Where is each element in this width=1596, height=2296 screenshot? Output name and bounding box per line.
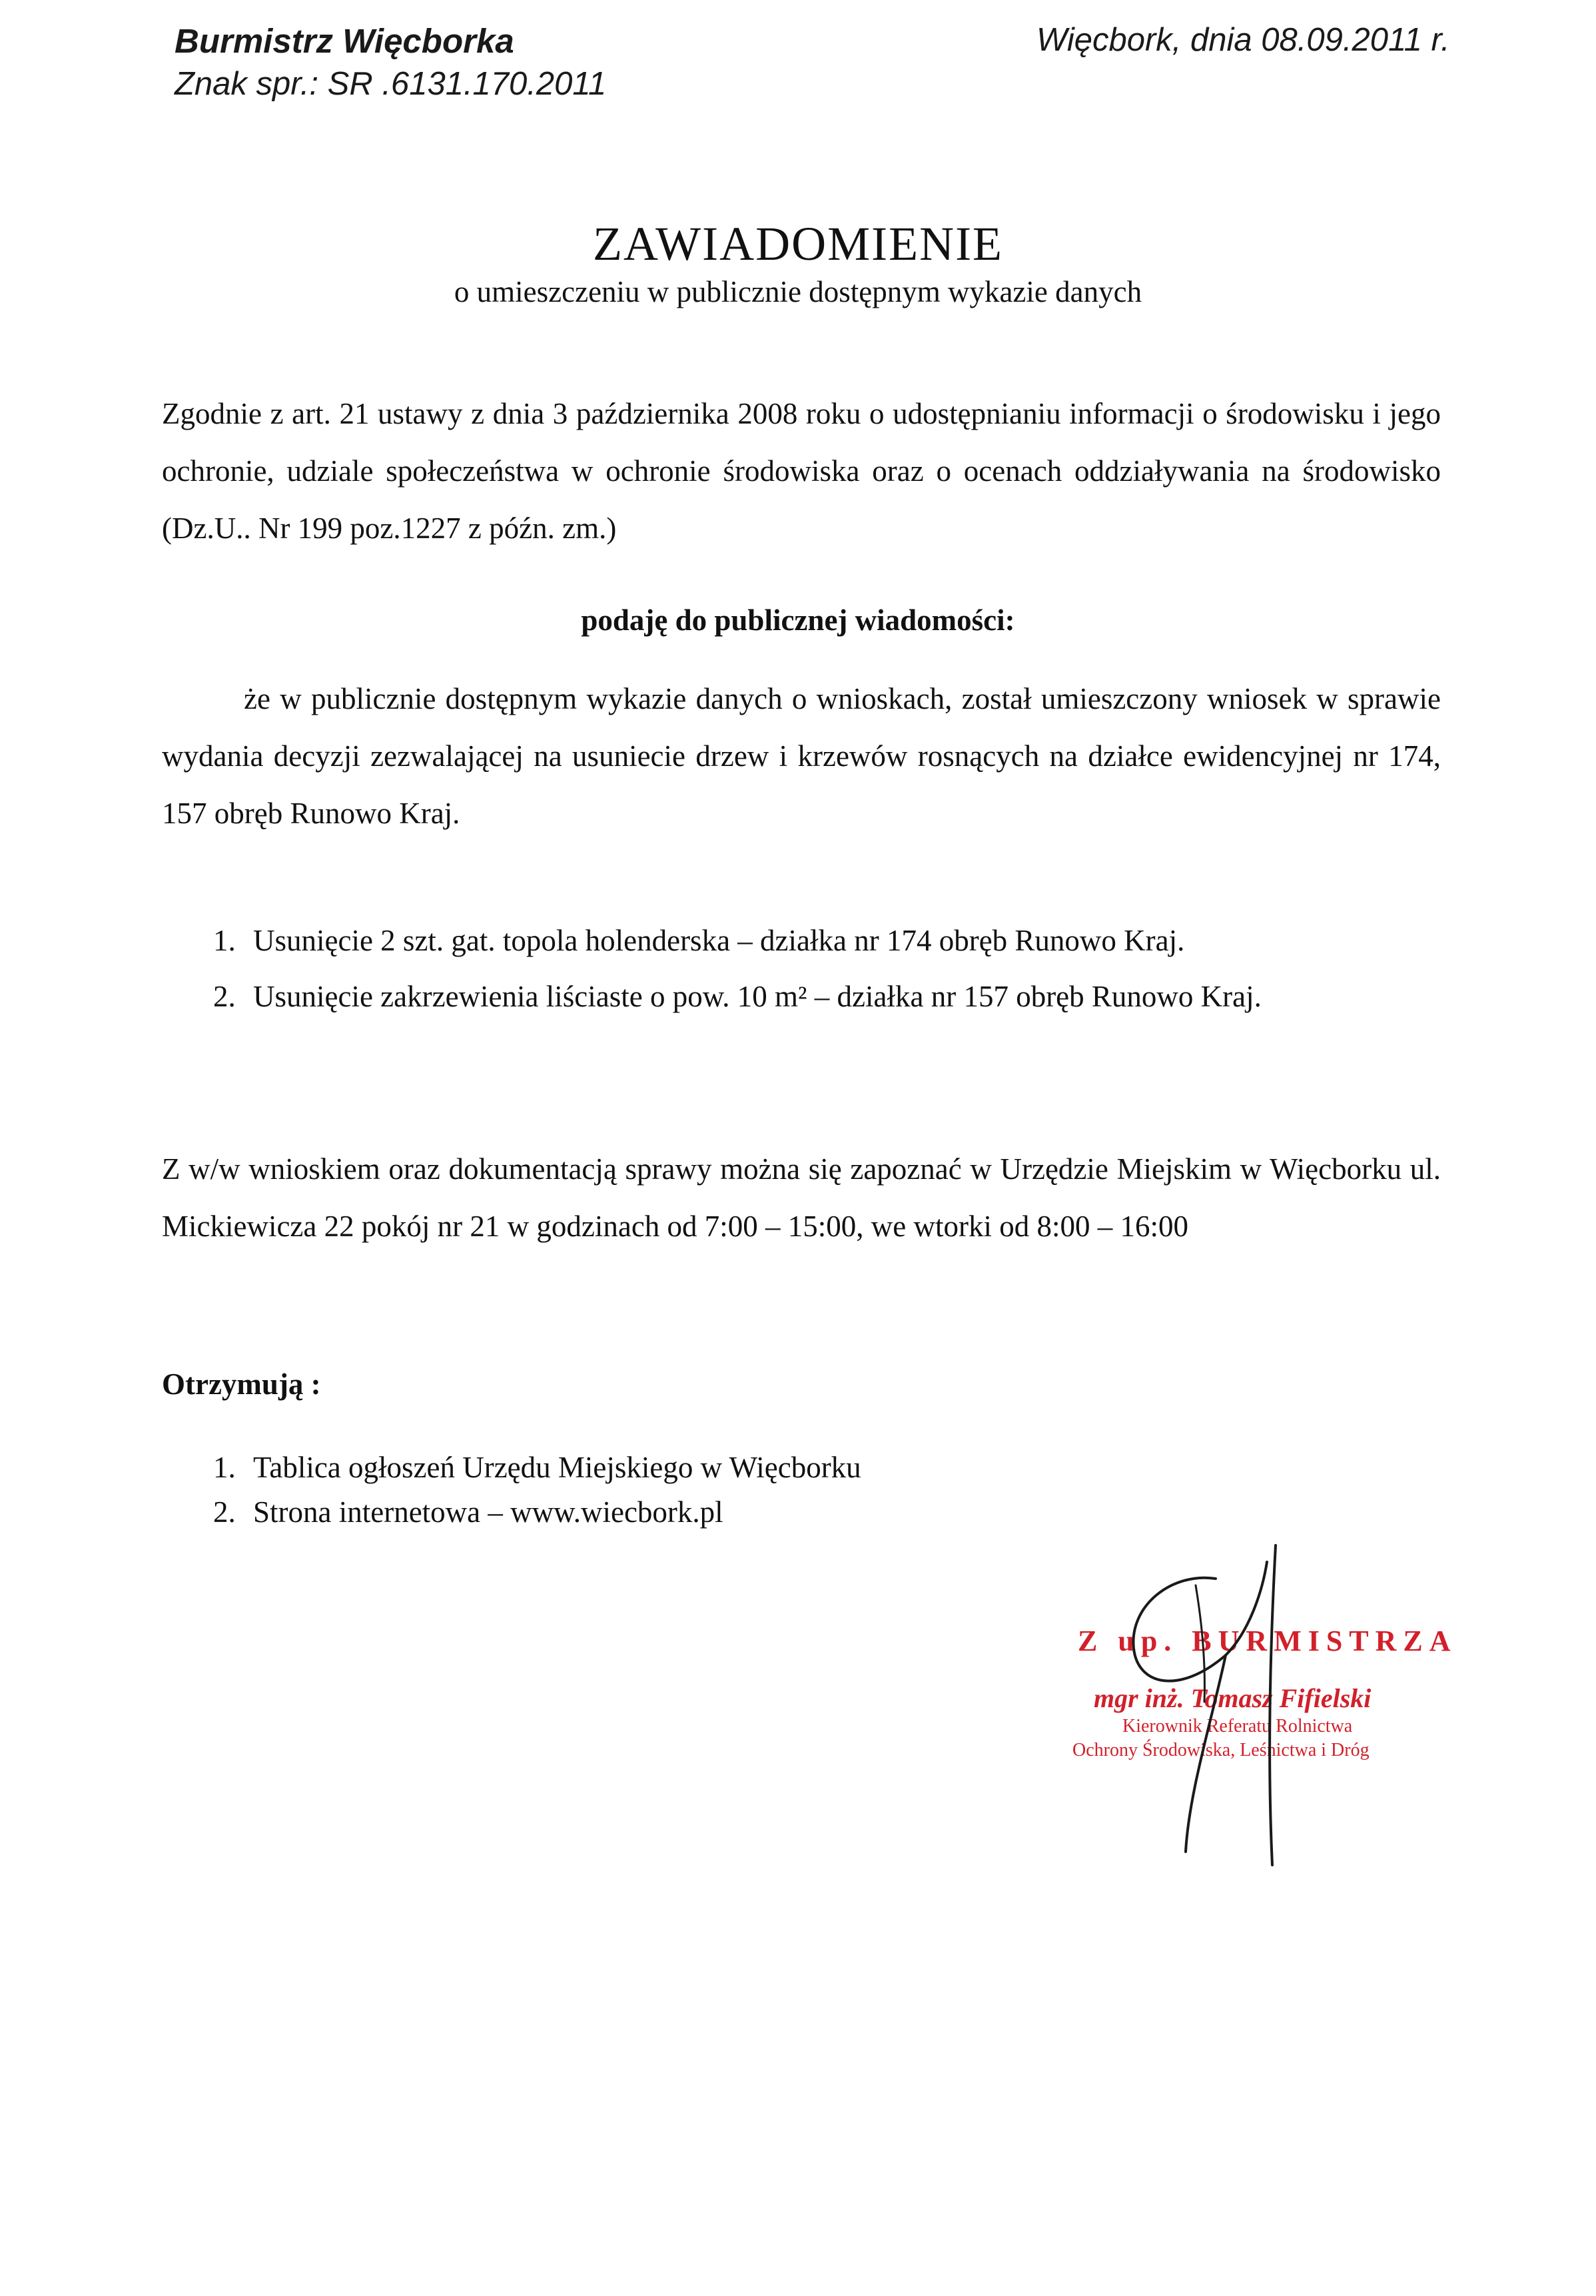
list-item-number: 1. [213, 1451, 236, 1484]
stamp-department-line: Ochrony Środowiska, Leśnictwa i Dróg [1072, 1740, 1370, 1760]
list-item-text: Tablica ogłoszeń Urzędu Miejskiego w Więcborku [253, 1451, 861, 1484]
list-item-number: 2. [213, 980, 236, 1013]
list-item-text: Strona internetowa – www.wiecbork.pl [253, 1495, 723, 1529]
list-item-text: Usunięcie zakrzewienia liściaste o pow. 10 m² – działka nr 157 obręb Runowo Kraj. [253, 980, 1262, 1013]
stamp-name-line: mgr inż. Tomasz Fifielski [1094, 1683, 1372, 1713]
list-item [213, 1490, 861, 1535]
document-title: ZAWIADOMIENIE [592, 217, 1004, 270]
list-item-text: Usunięcie 2 szt. gat. topola holenderska – działka nr 174 obręb Runowo Kraj. [253, 924, 1185, 957]
recipients-heading: Otrzymują : [162, 1367, 321, 1401]
place-and-date: Więcbork, dnia 08.09.2011 r. [1036, 22, 1450, 58]
announcement-line: podaję do publicznej wiadomości: [581, 603, 1015, 637]
issuing-authority: Burmistrz Więcborka [175, 22, 514, 60]
stamp-position-line: Kierownik Referatu Rolnictwa [1122, 1716, 1353, 1736]
recipients-list [213, 1445, 861, 1535]
notice-paragraph: że w publicznie dostępnym wykazie danych o wnioskach, został umieszczony wniosek w sprawie wydania decyzji zezwalającej na usuniecie drzew i krzewów rosnących na działce ewidencyjnej nr 174, 157 obręb Runowo Kraj. [162, 682, 1441, 830]
legal-basis-paragraph: Zgodnie z art. 21 ustawy z dnia 3 października 2008 roku o udostępnianiu informacji o środowisku i jego ochronie, udziale społeczeństwa w ochronie środowiska oraz o ocenach oddziaływania na środowisko (Dz.U.. Nr 199 poz.1227 z późn. zm.) [162, 397, 1441, 545]
list-item-number: 2. [213, 1495, 236, 1529]
document-subtitle: o umieszczeniu w publicznie dostępnym wykazie danych [454, 275, 1142, 308]
handwritten-signature [1092, 1532, 1372, 1878]
inspection-info-paragraph: Z w/w wnioskiem oraz dokumentacją sprawy można się zapoznać w Urzędzie Miejskim w Więcborku ul. Mickiewicza 22 pokój nr 21 w godzinach od 7:00 – 15:00, we wtorki od 8:00 – 16:00 [162, 1152, 1441, 1243]
list-item [213, 968, 1262, 1024]
list-item [213, 1445, 861, 1490]
reference-number: Znak spr.: SR .6131.170.2011 [175, 66, 607, 102]
stamp-office-line: Z up. BURMISTRZA [1078, 1625, 1457, 1657]
list-item [213, 913, 1262, 968]
list-item-number: 1. [213, 924, 236, 957]
application-items-list [213, 913, 1262, 1024]
